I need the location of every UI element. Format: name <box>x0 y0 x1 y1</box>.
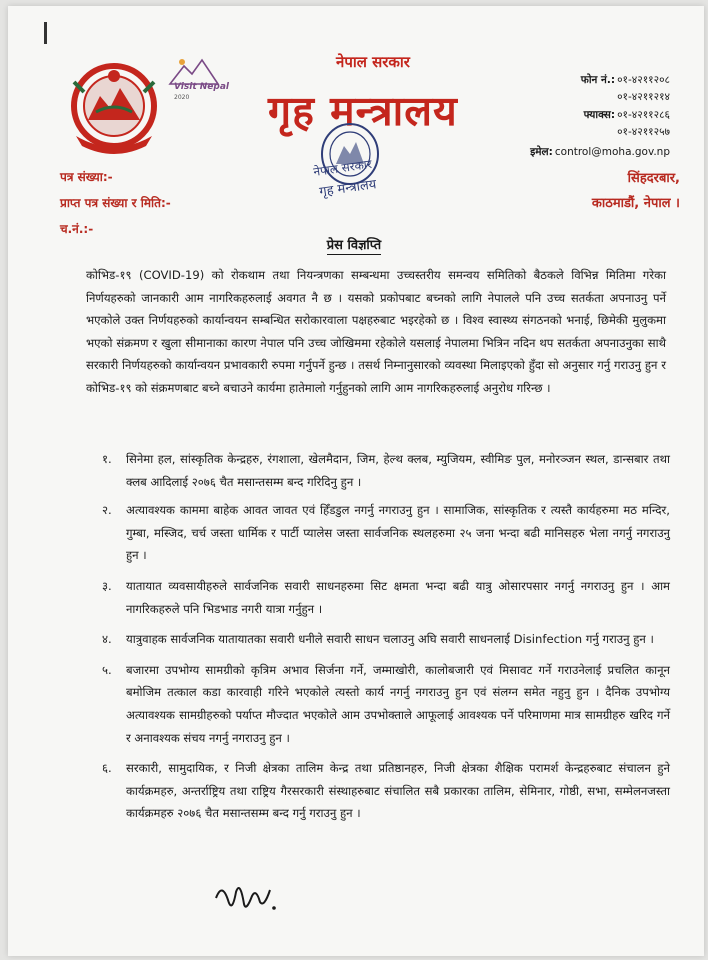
intro-paragraph: कोभिड-१९ (COVID-19) को रोकथाम तथा नियन्त्रणका सम्बन्धमा उच्चस्तरीय समन्वय समितिको बैठकले विभिन्न मितिमा गरेका निर्णयहरुको जानकारी आम नागरिकहरुलाई अवगत नै छ । यसको प्रकोपबाट बच्नको लागि नेपालले पनि उच्च सतर्कता अपनाउनु पर्ने भएकोले उक्त निर्णयहरुको कार्यान्वयन सम्बन्धित सरोकारवाला पक्षहरुबाट भइरहेको छ । विश्व स्वास्थ्य संगठनको भनाई, छिमेकी मुलुकमा भएको संक्रमण र खुला सीमानाका कारण नेपाल पनि उच्च जोखिममा रहेकोले यसलाई नेपालमा भित्रिन नदिन थप सतर्कता अपनाउनुका साथै सरकारी निर्णयहरुको कार्यान्वयन प्रभावकारी रुपमा गर्नुपर्ने हुन्छ । तसर्थ निम्नानुसारको व्यवस्था मिलाइएको हुँदा सो अनुसार गर्नु गराउनु हुन र कोभिड-१९ को संक्रमणबाट बच्ने बचाउने कार्यमा हातेमालो गर्नुहुनको लागि आम नागरिकहरुलाई अनुरोध गरिन्छ । <box>86 268 666 395</box>
item-text: यातायात व्यवसायीहरुले सार्वजनिक सवारी साधनहरुमा सिट क्षमता भन्दा बढी यात्रु ओसारपसार नगर्नु नगराउनु हुन । आम नागरिकहरुले पनि भिडभाड नगरी यात्रा गर्नुहुन । <box>126 578 670 616</box>
phone-number: ०१-४२११२०८ <box>617 74 670 86</box>
ministry-name: गृह मन्त्रालय <box>268 87 458 135</box>
item-text: अत्यावश्यक काममा बाहेक आवत जावत एवं हिँडडुल नगर्नु नगराउनु हुन । सामाजिक, सांस्कृतिक र त्यस्तै कार्यहरुमा मठ मन्दिर, गुम्बा, मस्जिद, चर्च जस्ता धार्मिक र पार्टी प्यालेस जस्ता सार्वजनिक स्थलहरुमा २५ जना भन्दा बढी मानिसहरु भेला नगर्नु नगराउनु हुन । <box>126 503 670 563</box>
list-item <box>86 499 670 567</box>
list-item <box>86 757 670 825</box>
document-title <box>0 235 708 253</box>
seal-text-top: नेपाल सरकार <box>312 156 373 179</box>
fax-row <box>470 107 670 124</box>
fax-label: फ्याक्स: <box>583 108 616 121</box>
item-number: ५. <box>102 662 112 677</box>
list-item <box>86 575 670 620</box>
title-text: प्रेस विज्ञप्ति <box>326 238 382 253</box>
item-text: सिनेमा हल, सांस्कृतिक केन्द्रहरु, रंगशाला, खेलमैदान, जिम, हेल्थ क्लब, म्युजियम, स्वीमिङ पुल, मनोरञ्जन स्थल, डान्सबार तथा क्लब आदिलाई २०७६ चैत मसान्तसम्म बन्द गरिदिनु हुन । <box>126 452 670 489</box>
seal-text-bottom: गृह मन्त्रालय <box>318 177 378 200</box>
fax-number: ०१-४२११२८६ <box>617 108 670 121</box>
item-number: ६. <box>102 761 112 776</box>
item-number: ४. <box>102 632 112 647</box>
list-item <box>86 659 670 749</box>
contact-details <box>470 72 670 161</box>
visit-nepal-text: Visit Nepal <box>174 82 230 92</box>
phone-row <box>470 89 670 106</box>
item-text: बजारमा उपभोग्य सामग्रीको कृत्रिम अभाव सिर्जना गर्ने, जम्माखोरी, कालोबजारी एवं मिसावट गर्ने गराउनेलाई प्रचलित कानून बमोजिम तत्काल कडा कारवाही गरिने भएकोले त्यस्तो कार्य नगर्नु नगराउनु हुन एवं संलग्न समेत नहुनु हुन । दैनिक उपभोग्य अत्यावश्यक सामग्रीहरुको पर्याप्त मौज्दात भएकोले आम उपभोक्ताले आफूलाई आवश्यक पर्ने परिमाणमा मात्र सामग्रीहरु खरिद गर्ने र अनावश्यक संचय नगर्नु नगराउनु हुन । <box>126 662 670 745</box>
phone-row <box>470 72 670 89</box>
address-line-1: सिंहदरबार, <box>627 171 680 186</box>
government-name: नेपाल सरकार <box>336 53 410 71</box>
item-text: सरकारी, सामुदायिक, र निजी क्षेत्रका तालिम केन्द्र तथा प्रतिष्ठानहरु, निजी क्षेत्रका शैक्षिक परामर्श केन्द्रहरुबाट संचालन हुने कार्यक्रमहरु, अन्तर्राष्ट्रिय तथा राष्ट्रिय गैरसरकारी संस्थाहरुबाट संचालित सबै प्रकारका तालिम, सेमिनार, गोष्ठी, सभा, सम्मेलनजस्ता कार्यक्रमहरु २०७६ चैत मसान्तसम्म बन्द गर्नु गराउनु हुन । <box>126 761 670 821</box>
item-text: यात्रुवाहक सार्वजनिक यातायातका सवारी धनीले सवारी साधन चलाउनु अघि सवारी साधनलाई Disinfection गर्नु गराउनु हुन । <box>126 632 654 647</box>
list-item <box>86 628 670 651</box>
phone-number: ०१-४२११२१४ <box>617 91 670 104</box>
directive-list <box>86 448 670 825</box>
item-number: ३. <box>102 578 112 593</box>
phone-label: फोन नं.: <box>580 74 616 86</box>
signature-icon <box>212 878 278 918</box>
list-item <box>86 448 670 493</box>
received-letter-label: प्राप्त पत्र संख्या र मिति:- <box>60 196 171 210</box>
item-number: २. <box>102 503 112 518</box>
email-label: इमेल: <box>530 145 553 158</box>
ministry-seal-icon <box>296 112 404 202</box>
letter-number-label: पत्र संख्या:- <box>60 170 113 184</box>
address-line-2: काठमाडौं, नेपाल । <box>591 196 680 211</box>
visit-nepal-logo <box>160 56 232 102</box>
visit-nepal-year: 2020 <box>174 94 190 101</box>
fax-number: ०१-४२११२५७ <box>617 126 670 139</box>
email-address: control@moha.gov.np <box>554 145 670 158</box>
national-emblem-icon <box>66 62 162 154</box>
dispatch-number-label: च.नं.:- <box>60 222 94 236</box>
margin-mark <box>44 22 47 44</box>
fax-row <box>470 124 670 141</box>
email-row <box>470 144 670 161</box>
item-number: १. <box>102 452 112 466</box>
